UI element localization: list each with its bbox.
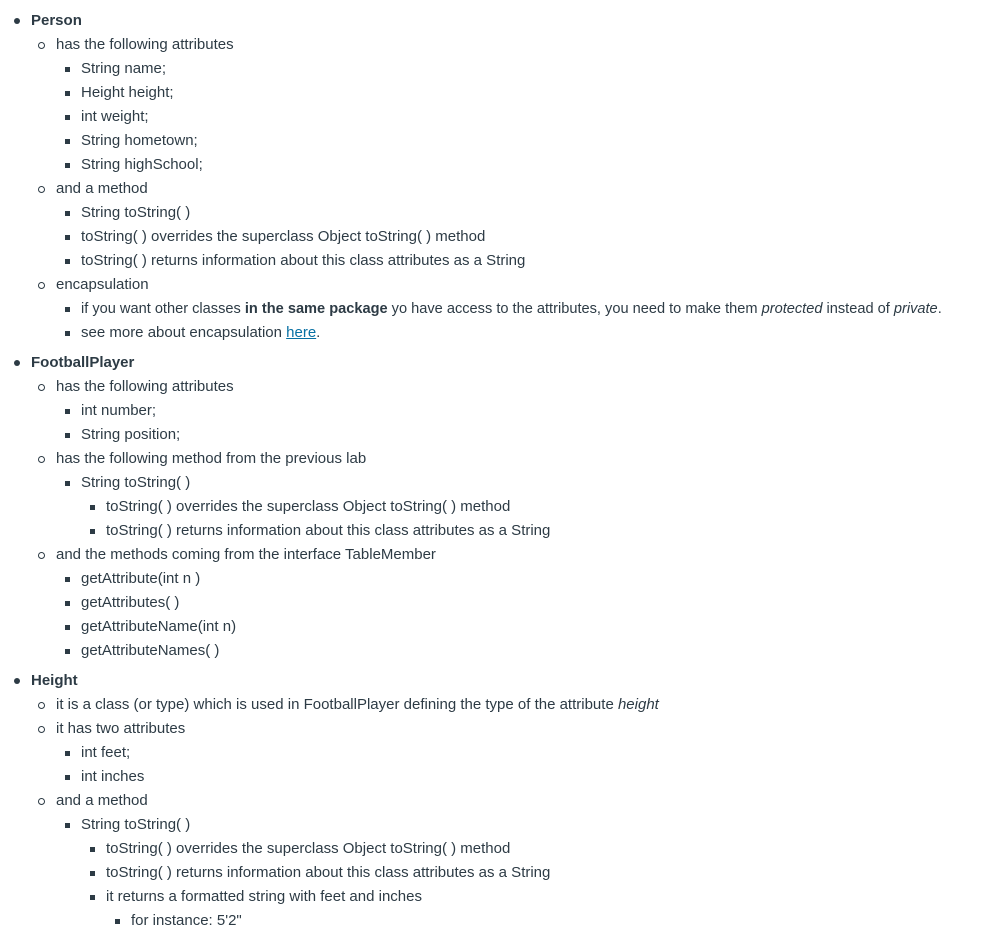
bullet-icon — [65, 751, 70, 756]
bullet-icon — [65, 259, 70, 264]
section-title-person: Person — [31, 12, 82, 29]
bullet-icon — [90, 529, 95, 534]
bullet-icon — [90, 847, 95, 852]
bullet-icon — [38, 702, 45, 709]
bullet-icon — [65, 235, 70, 240]
bullet-icon — [90, 871, 95, 876]
bullet-icon — [38, 384, 45, 391]
bullet-icon — [38, 456, 45, 463]
encapsulation-link[interactable]: here — [286, 324, 317, 341]
bullet-icon — [65, 115, 70, 120]
bullet-icon — [14, 360, 20, 366]
bullet-icon — [90, 895, 95, 900]
section-title-footballplayer: FootballPlayer — [31, 354, 135, 371]
bullet-icon — [65, 577, 70, 582]
bullet-icon — [38, 186, 45, 193]
bullet-icon — [115, 919, 120, 924]
section-title-height: Height — [31, 672, 78, 689]
bullet-icon — [14, 18, 20, 24]
bullet-icon — [65, 409, 70, 414]
bullet-icon — [90, 505, 95, 510]
bullet-icon — [38, 726, 45, 733]
bullet-icon — [38, 282, 45, 289]
bullet-icon — [65, 139, 70, 144]
bullet-icon — [38, 552, 45, 559]
bullet-icon — [14, 678, 20, 684]
bullet-icon — [65, 433, 70, 438]
bullet-icon — [65, 211, 70, 216]
bullet-icon — [38, 798, 45, 805]
bullet-icon — [65, 823, 70, 828]
bullet-icon — [65, 331, 70, 336]
bullet-icon — [65, 91, 70, 96]
bullet-icon — [65, 625, 70, 630]
bullet-icon — [65, 481, 70, 486]
bullet-icon — [65, 649, 70, 654]
bullet-icon — [38, 42, 45, 49]
bullet-icon — [65, 307, 70, 312]
document: Person has the following attributes String name; Height height; int weight; String hometown; String highSchool; and a method String toString( ) toString( ) overrides the superclass Object toString( ) method toString( ) returns information about this class attributes as a String encapsulation if you want other classes in the same package yo have access to the attributes, you need to make them protected instead of private. see more about encapsulation here. FootballPlayer has the following attributes int number; String position; has the following method from the previous lab String toString( ) toString( ) overrides the superclass Object toString( ) method toString( ) returns information about this class attributes as a String and the methods coming from the interface TableMember getAttribute(int n ) getAttributes( ) getAttributeName(int n) getAttributeNames( ) Height it is a class (or type) which is used in FootballPlayer defining the type of the attribute height it has two attributes int feet; int inches and a method String toString( ) toString( ) overrides the superclass Object toString( ) method toString( ) returns information about this class attributes as a String it returns a formatted string with feet and inches for instance: 5'2" — [0, 0, 994, 935]
bullet-icon — [65, 601, 70, 606]
bullet-icon — [65, 775, 70, 780]
bullet-icon — [65, 67, 70, 72]
bullet-icon — [65, 163, 70, 168]
